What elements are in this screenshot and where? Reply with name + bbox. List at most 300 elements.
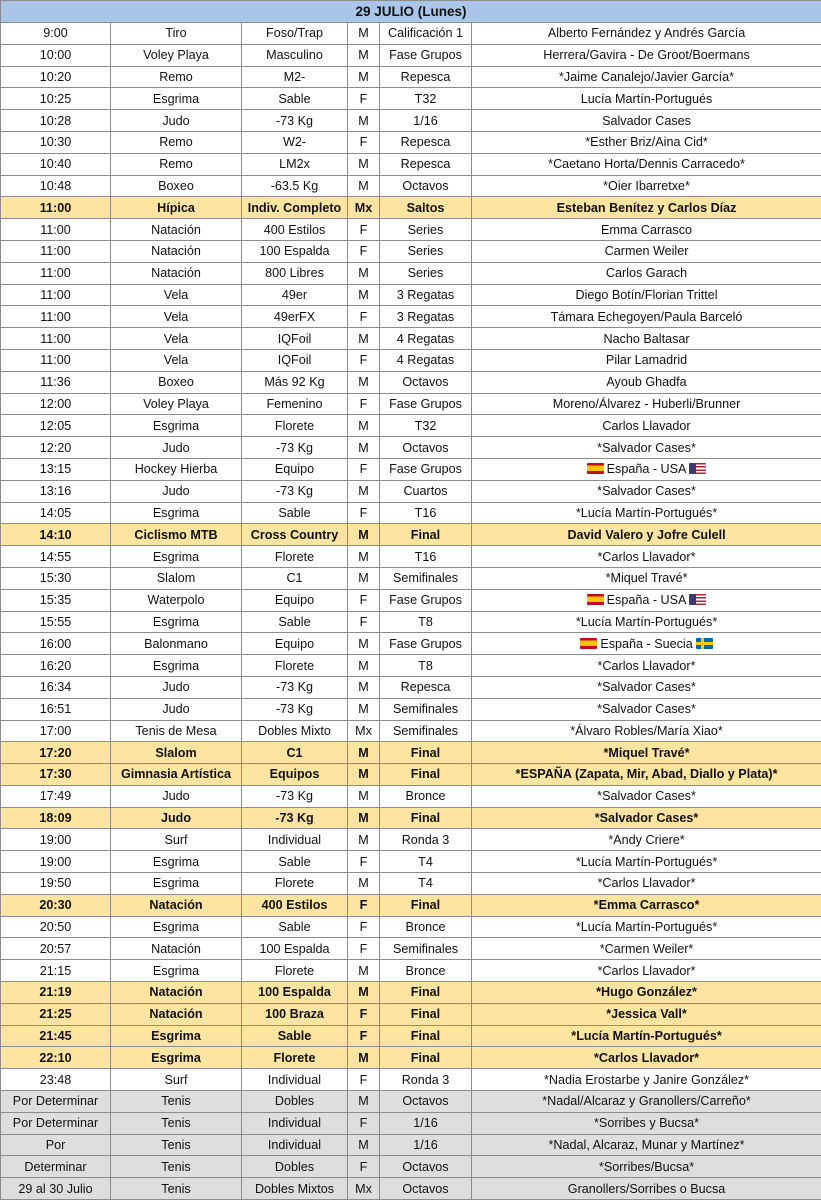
time-cell: 10:25 [1,88,111,110]
gender-cell: F [348,88,380,110]
time-cell: 17:00 [1,720,111,742]
sport-cell: Esgrima [111,873,242,895]
time-cell: 16:00 [1,633,111,655]
schedule-row [1,567,821,589]
round-cell: Final [380,807,472,829]
gender-cell: M [348,1047,380,1069]
round-cell: 4 Regatas [380,328,472,350]
time-cell: 11:00 [1,219,111,241]
schedule-row [1,219,821,241]
round-cell: Repesca [380,676,472,698]
event-cell: Dobles [242,1091,348,1113]
event-cell: Dobles [242,1156,348,1178]
schedule-row [1,851,821,873]
round-cell: 3 Regatas [380,306,472,328]
event-cell: 800 Libres [242,262,348,284]
event-cell: 400 Estilos [242,219,348,241]
time-cell: 16:51 [1,698,111,720]
event-cell: -73 Kg [242,698,348,720]
round-cell: Octavos [380,437,472,459]
sport-cell: Natación [111,240,242,262]
event-cell: Equipos [242,764,348,786]
event-cell: Florete [242,1047,348,1069]
time-cell: 22:10 [1,1047,111,1069]
gender-cell: M [348,676,380,698]
time-cell: 14:05 [1,502,111,524]
sport-cell: Waterpolo [111,589,242,611]
athletes-cell: *Jessica Vall* [472,1003,821,1025]
athletes-cell: Ayoub Ghadfa [472,371,821,393]
sport-cell: Natación [111,1003,242,1025]
gender-cell: M [348,1134,380,1156]
athletes-cell: *Sorribes/Bucsa* [472,1156,821,1178]
athletes-cell: *Nadia Erostarbe y Janire González* [472,1069,821,1091]
time-cell: 10:30 [1,131,111,153]
event-cell: 49erFX [242,306,348,328]
flag-es-icon [587,594,604,605]
sport-cell: Vela [111,349,242,371]
time-cell: 16:20 [1,655,111,677]
gender-cell: M [348,873,380,895]
sport-cell: Judo [111,437,242,459]
athletes-cell: *Salvador Cases* [472,785,821,807]
gender-cell: F [348,1003,380,1025]
event-cell: Sable [242,916,348,938]
schedule-row [1,1156,821,1178]
athletes-cell: *Carlos Llavador* [472,655,821,677]
sport-cell: Esgrima [111,415,242,437]
sport-cell: Surf [111,829,242,851]
round-cell: Semifinales [380,720,472,742]
schedule-row [1,23,821,45]
gender-cell: M [348,437,380,459]
schedule-row [1,328,821,350]
time-cell: 12:05 [1,415,111,437]
flag-se-icon [696,638,713,649]
athletes-cell [472,633,821,655]
schedule-row [1,676,821,698]
event-cell: 400 Estilos [242,894,348,916]
schedule-body [1,1,821,1200]
gender-cell: Mx [348,1178,380,1200]
event-cell: Individual [242,1069,348,1091]
time-cell: 12:00 [1,393,111,415]
sport-cell: Esgrima [111,851,242,873]
athletes-cell: *Sorribes y Bucsa* [472,1112,821,1134]
schedule-row [1,110,821,132]
sport-cell: Remo [111,131,242,153]
athletes-cell: Granollers/Sorribes o Bucsa [472,1178,821,1200]
round-cell: T8 [380,611,472,633]
sport-cell: Judo [111,785,242,807]
gender-cell: F [348,349,380,371]
sport-cell: Esgrima [111,655,242,677]
schedule-row [1,698,821,720]
time-cell: Por Determinar [1,1112,111,1134]
event-cell: Sable [242,611,348,633]
sport-cell: Natación [111,219,242,241]
schedule-row [1,982,821,1004]
gender-cell: F [348,938,380,960]
schedule-row [1,524,821,546]
event-cell: -63.5 Kg [242,175,348,197]
event-cell: 100 Braza [242,1003,348,1025]
gender-cell: Mx [348,720,380,742]
time-cell: 11:36 [1,371,111,393]
athletes-cell: *Miquel Travé* [472,567,821,589]
athletes-cell: *Álvaro Robles/María Xiao* [472,720,821,742]
event-cell: 100 Espalda [242,240,348,262]
athletes-cell [472,589,821,611]
time-cell: 13:15 [1,458,111,480]
sport-cell: Esgrima [111,916,242,938]
event-cell: Sable [242,851,348,873]
sport-cell: Judo [111,480,242,502]
round-cell: Final [380,764,472,786]
event-cell: Más 92 Kg [242,371,348,393]
round-cell: Semifinales [380,698,472,720]
time-cell: 15:35 [1,589,111,611]
schedule-row [1,873,821,895]
athletes-cell: *Carmen Weiler* [472,938,821,960]
matchup-text: España - Suecia [600,636,693,651]
round-cell: Ronda 3 [380,1069,472,1091]
athletes-cell: Carmen Weiler [472,240,821,262]
schedule-row [1,1025,821,1047]
round-cell: Series [380,240,472,262]
event-cell: C1 [242,742,348,764]
round-cell: Calificación 1 [380,23,472,45]
round-cell: Ronda 3 [380,829,472,851]
gender-cell: M [348,66,380,88]
gender-cell: F [348,589,380,611]
gender-cell: F [348,611,380,633]
event-cell: -73 Kg [242,807,348,829]
time-cell: 21:25 [1,1003,111,1025]
round-cell: Semifinales [380,938,472,960]
round-cell: Octavos [380,1178,472,1200]
round-cell: Repesca [380,153,472,175]
event-cell: -73 Kg [242,437,348,459]
sport-cell: Natación [111,938,242,960]
time-cell: 17:30 [1,764,111,786]
time-cell: 10:20 [1,66,111,88]
time-cell: 20:57 [1,938,111,960]
sport-cell: Judo [111,110,242,132]
schedule-row [1,546,821,568]
athletes-cell: David Valero y Jofre Culell [472,524,821,546]
round-cell: Octavos [380,175,472,197]
event-cell: IQFoil [242,328,348,350]
schedule-row [1,415,821,437]
schedule-row [1,785,821,807]
time-cell: 23:48 [1,1069,111,1091]
gender-cell: F [348,894,380,916]
gender-cell: M [348,633,380,655]
round-cell: Octavos [380,371,472,393]
event-cell: Equipo [242,458,348,480]
schedule-row [1,1134,821,1156]
time-cell: 16:34 [1,676,111,698]
event-cell: Florete [242,655,348,677]
gender-cell: M [348,110,380,132]
time-cell: 19:00 [1,851,111,873]
event-cell: 100 Espalda [242,982,348,1004]
gender-cell: F [348,916,380,938]
day-header-row [1,1,821,23]
round-cell: T32 [380,88,472,110]
gender-cell: M [348,1091,380,1113]
event-cell: Florete [242,415,348,437]
time-cell: 11:00 [1,349,111,371]
time-cell: 21:19 [1,982,111,1004]
athletes-cell: *Andy Criere* [472,829,821,851]
athletes-cell: Emma Carrasco [472,219,821,241]
sport-cell: Hockey Hierba [111,458,242,480]
schedule-row [1,371,821,393]
time-cell: 11:00 [1,240,111,262]
round-cell: 1/16 [380,110,472,132]
schedule-row [1,960,821,982]
athletes-cell: *Oier Ibarretxe* [472,175,821,197]
time-cell: 21:45 [1,1025,111,1047]
athletes-cell: Lucía Martín-Portugués [472,88,821,110]
gender-cell: M [348,785,380,807]
round-cell: T8 [380,655,472,677]
gender-cell: F [348,1025,380,1047]
round-cell: Final [380,1025,472,1047]
sport-cell: Vela [111,328,242,350]
time-cell: 19:50 [1,873,111,895]
schedule-row [1,611,821,633]
gender-cell: M [348,807,380,829]
athletes-cell: *Salvador Cases* [472,480,821,502]
gender-cell: F [348,131,380,153]
sport-cell: Gimnasia Artística [111,764,242,786]
round-cell: Series [380,262,472,284]
schedule-row [1,153,821,175]
time-cell: 20:50 [1,916,111,938]
schedule-row [1,306,821,328]
event-cell: -73 Kg [242,785,348,807]
sport-cell: Esgrima [111,546,242,568]
matchup-text: España - USA [606,593,687,608]
sport-cell: Voley Playa [111,393,242,415]
event-cell: Florete [242,960,348,982]
gender-cell: M [348,829,380,851]
time-cell: 11:00 [1,197,111,219]
sport-cell: Remo [111,66,242,88]
sport-cell: Esgrima [111,88,242,110]
event-cell: LM2x [242,153,348,175]
schedule-row [1,66,821,88]
athletes-cell: Herrera/Gavira - De Groot/Boermans [472,44,821,66]
gender-cell: M [348,567,380,589]
round-cell: Final [380,982,472,1004]
sport-cell: Tenis [111,1091,242,1113]
event-cell: Sable [242,88,348,110]
schedule-row [1,458,821,480]
round-cell: T4 [380,851,472,873]
sport-cell: Esgrima [111,502,242,524]
event-cell: -73 Kg [242,676,348,698]
event-cell: IQFoil [242,349,348,371]
round-cell: Repesca [380,131,472,153]
gender-cell: M [348,175,380,197]
schedule-row [1,480,821,502]
time-cell: 17:20 [1,742,111,764]
athletes-cell: *Salvador Cases* [472,807,821,829]
sport-cell: Judo [111,698,242,720]
gender-cell: F [348,393,380,415]
gender-cell: M [348,23,380,45]
time-cell: 17:49 [1,785,111,807]
gender-cell: M [348,960,380,982]
schedule-row [1,1069,821,1091]
time-cell: 19:00 [1,829,111,851]
schedule-row [1,44,821,66]
sport-cell: Hípica [111,197,242,219]
schedule-row [1,916,821,938]
round-cell: Final [380,524,472,546]
round-cell: Final [380,742,472,764]
gender-cell: M [348,764,380,786]
time-cell: 29 al 30 Julio [1,1178,111,1200]
event-cell: Individual [242,829,348,851]
sport-cell: Surf [111,1069,242,1091]
event-cell: Foso/Trap [242,23,348,45]
sport-cell: Vela [111,284,242,306]
time-cell: 20:30 [1,894,111,916]
time-cell: 10:28 [1,110,111,132]
sport-cell: Tiro [111,23,242,45]
round-cell: Bronce [380,916,472,938]
sport-cell: Esgrima [111,1047,242,1069]
sport-cell: Tenis [111,1112,242,1134]
gender-cell: F [348,1156,380,1178]
flag-es-icon [580,638,597,649]
event-cell: Masculino [242,44,348,66]
gender-cell: M [348,44,380,66]
round-cell: T32 [380,415,472,437]
sport-cell: Judo [111,807,242,829]
time-cell: Por [1,1134,111,1156]
time-cell: 11:00 [1,284,111,306]
sport-cell: Tenis de Mesa [111,720,242,742]
schedule-row [1,655,821,677]
round-cell: Bronce [380,960,472,982]
schedule-row [1,262,821,284]
schedule-row [1,437,821,459]
gender-cell: M [348,284,380,306]
event-cell: Equipo [242,633,348,655]
schedule-row [1,197,821,219]
event-cell: 49er [242,284,348,306]
gender-cell: M [348,524,380,546]
round-cell: Bronce [380,785,472,807]
schedule-row [1,720,821,742]
event-cell: Indiv. Completo [242,197,348,219]
round-cell: Final [380,894,472,916]
time-cell: 14:55 [1,546,111,568]
event-cell: Sable [242,1025,348,1047]
time-cell: 12:20 [1,437,111,459]
gender-cell: F [348,1112,380,1134]
schedule-row [1,131,821,153]
schedule-row [1,240,821,262]
event-cell: Sable [242,502,348,524]
sport-cell: Natación [111,262,242,284]
time-cell: 13:16 [1,480,111,502]
schedule-row [1,807,821,829]
gender-cell: F [348,219,380,241]
athletes-cell: *Esther Briz/Aina Cid* [472,131,821,153]
athletes-cell: Esteban Benítez y Carlos Díaz [472,197,821,219]
sport-cell: Natación [111,894,242,916]
time-cell: 11:00 [1,306,111,328]
gender-cell: F [348,240,380,262]
schedule-row [1,88,821,110]
schedule-row [1,175,821,197]
schedule-row [1,633,821,655]
gender-cell: M [348,742,380,764]
event-cell: Dobles Mixto [242,720,348,742]
round-cell: T16 [380,546,472,568]
athletes-cell: Nacho Baltasar [472,328,821,350]
gender-cell: M [348,371,380,393]
sport-cell: Natación [111,982,242,1004]
gender-cell: M [348,153,380,175]
sport-cell: Esgrima [111,1025,242,1047]
athletes-cell: *Carlos Llavador* [472,1047,821,1069]
round-cell: Cuartos [380,480,472,502]
athletes-cell: Moreno/Álvarez - Huberli/Brunner [472,393,821,415]
athletes-cell: Támara Echegoyen/Paula Barceló [472,306,821,328]
athletes-cell: *Salvador Cases* [472,698,821,720]
event-cell: M2- [242,66,348,88]
time-cell: 9:00 [1,23,111,45]
time-cell: 11:00 [1,328,111,350]
round-cell: Final [380,1003,472,1025]
sport-cell: Tenis [111,1156,242,1178]
athletes-cell: Alberto Fernández y Andrés García [472,23,821,45]
time-cell: 10:40 [1,153,111,175]
time-cell: 21:15 [1,960,111,982]
event-cell: -73 Kg [242,110,348,132]
athletes-cell: Pilar Lamadrid [472,349,821,371]
schedule-row [1,894,821,916]
event-cell: Florete [242,546,348,568]
gender-cell: Mx [348,197,380,219]
event-cell: Cross Country [242,524,348,546]
round-cell: Octavos [380,1091,472,1113]
sport-cell: Tenis [111,1178,242,1200]
event-cell: W2- [242,131,348,153]
athletes-cell: Diego Botín/Florian Trittel [472,284,821,306]
round-cell: Final [380,1047,472,1069]
gender-cell: F [348,502,380,524]
event-cell: Femenino [242,393,348,415]
round-cell: Fase Grupos [380,393,472,415]
schedule-row [1,1091,821,1113]
round-cell: 1/16 [380,1112,472,1134]
matchup-text: España - USA [606,462,687,477]
event-cell: Individual [242,1134,348,1156]
schedule-row [1,938,821,960]
time-cell: 15:30 [1,567,111,589]
round-cell: Series [380,219,472,241]
athletes-cell: Carlos Garach [472,262,821,284]
